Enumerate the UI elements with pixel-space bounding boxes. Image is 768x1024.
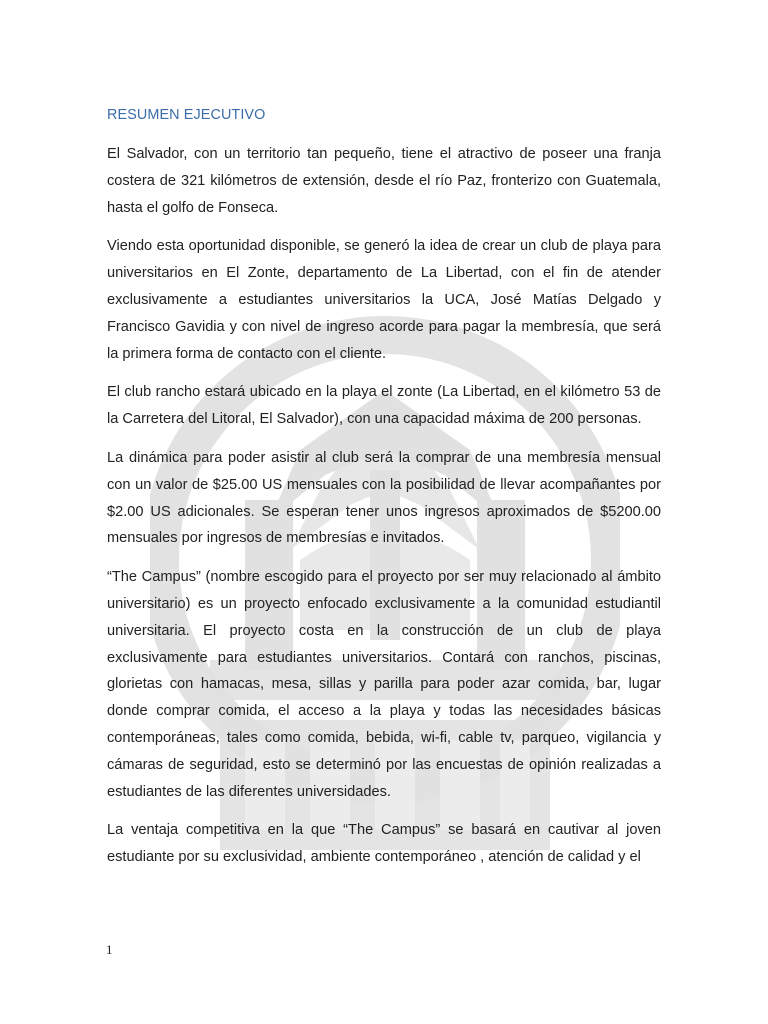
paragraph-6: La ventaja competitiva en la que “The Campus” se basará en cautivar al joven estudiante por su exclusividad, ambiente contemporáneo , atención de calidad y el — [107, 822, 661, 866]
paragraph-5: “The Campus” (nombre escogido para el proyecto por ser muy relacionado al ámbito universitario) es un proyecto enfocado exclusivamente a la comunidad estudiantil universitaria. El proyecto costa en la construcción de un club de playa exclusivamente para estudiantes universitarios. Contará con ranchos, piscinas, glorietas con hamacas, mesa, sillas y parilla para poder azar comida, bar, lugar donde comprar comida, el acceso a la playa y todas las necesidades básicas contemporáneas, tales como comida, bebida, wi-fi, cable tv, parqueo, vigilancia y cámaras de seguridad, esto se determinó por las encuestas de opinión realizadas a estudiantes de las diferentes universidades. — [107, 569, 661, 800]
paragraph-2: Viendo esta oportunidad disponible, se generó la idea de crear un club de playa para universitarios en El Zonte, departamento de La Libertad, con el fin de atender exclusivamente a estudiantes universitarios la UCA, José Matías Delgado y Francisco Gavidia y con nivel de ingreso acorde para pagar la membresía, que será la primera forma de contacto con el cliente. — [107, 238, 661, 362]
section-heading: RESUMEN EJECUTIVO — [107, 107, 266, 123]
document-body — [107, 104, 661, 883]
paragraph-1: El Salvador, con un territorio tan pequeño, tiene el atractivo de poseer una franja costera de 321 kilómetros de extensión, desde el río Paz, fronterizo con Guatemala, hasta el golfo de Fonseca. — [107, 146, 661, 216]
paragraph-3: El club rancho estará ubicado en la playa el zonte (La Libertad, en el kilómetro 53 de la Carretera del Litoral, El Salvador), con una capacidad máxima de 200 personas. — [107, 384, 661, 428]
paragraph-4: La dinámica para poder asistir al club será la comprar de una membresía mensual con un valor de $25.00 US mensuales con la posibilidad de llevar acompañantes por $2.00 US adicionales. Se esperan tener unos ingresos aproximados de $5200.00 mensuales por ingresos de membresías e invitados. — [107, 449, 661, 547]
page-number: 1 — [106, 942, 113, 957]
